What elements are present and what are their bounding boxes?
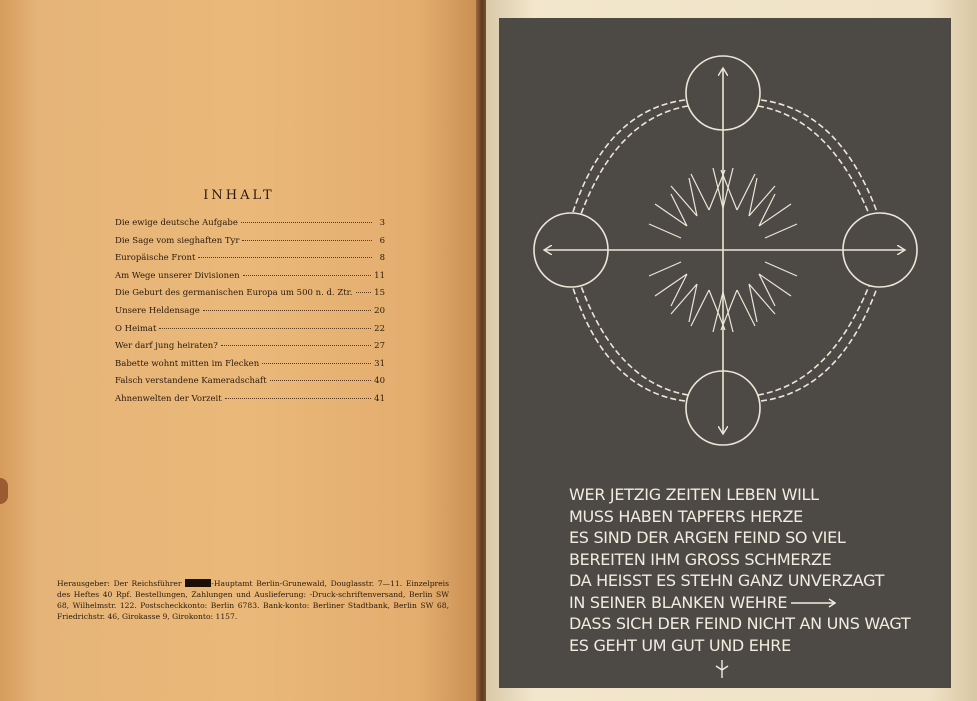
poem-line-text: IN SEINER BLANKEN WEHRE [569,592,788,612]
toc-entry [115,394,385,412]
publisher-imprint [57,578,449,623]
toc-entry-title: Am Wege unserer Divisionen [115,270,240,281]
toc-entry-page: 6 [379,235,385,246]
toc-dot-leader [203,310,371,311]
toc-entry [115,359,385,377]
toc-entry-page: 3 [379,218,385,228]
left-page [0,0,478,701]
toc-dot-leader [262,363,371,364]
toc-dot-leader [241,222,372,223]
toc-dot-leader [221,345,371,346]
toc-entry-title: Unsere Heldensage [115,305,200,316]
rope-bottom-left-2 [573,288,685,401]
poem-line: ES SIND DER ARGEN FEIND SO VIEL [569,528,846,547]
toc-entry [115,288,385,306]
toc-entry [115,253,385,271]
toc-dot-leader [243,275,372,276]
toc-entry [115,236,385,254]
toc-entry [115,376,385,394]
thumb-edge [0,478,8,504]
toc-heading: INHALT [203,188,275,203]
rope-bottom-right-2 [761,288,877,401]
toc-entry-title: Die Geburt des germanischen Europa um 500 n. d. Ztr. [115,288,353,299]
poem-line: ES GEHT UM GUT UND EHRE [569,635,791,655]
redaction-bar [185,579,211,587]
toc-entry-title: Die Sage vom sieghaften Tyr [115,235,240,246]
toc-entry-page: 27 [374,341,385,352]
toc-entry-title: Ahnenwelten der Vorzeit [115,393,222,404]
toc-entry-page: 22 [374,323,385,334]
rune-signature-icon [712,658,732,680]
toc-entry-title: O Heimat [115,323,157,334]
toc-entry [115,324,385,342]
toc-entry [115,271,385,289]
toc-entry-page: 41 [374,393,385,404]
toc-entry [115,341,385,359]
imprint-text-start: Herausgeber: Der Reichsführer [57,578,182,588]
toc-dot-leader [270,380,372,381]
toc-dot-leader [242,240,372,241]
imprint-text-rest: -Hauptamt Berlin-Grunewald, Douglasstr. 7—11. Einzelpreis des Heftes 40 Rpf. Bestellungen, Zahlungen und Auslieferung: -Druck-schriftenversand, Berlin SW 68, Wilhelmstr. 122. Postscheckkonto: Berlin 6783. Bank-konto: Berliner Stadtbank, Berlin SW 68, Friedrichstr. 46, Girokasse 9, Girokonto: 1157. [57,578,449,622]
toc-entry-page: 31 [374,358,385,369]
table-of-contents [115,218,385,412]
toc-dot-leader [356,292,372,293]
toc-entry-title: Die ewige deutsche Aufgabe [115,218,238,228]
toc-entry [115,306,385,324]
toc-dot-leader [159,328,371,329]
toc-entry-title: Wer darf jung heiraten? [115,341,218,352]
toc-entry-page: 8 [379,253,385,264]
rope-top-left-2 [573,100,685,212]
toc-entry-title: Falsch verstandene Kameradschaft [115,376,267,387]
toc-entry-page: 11 [374,270,385,281]
poem-line: WER JETZIG ZEITEN LEBEN WILL [569,485,819,504]
toc-entry-page: 15 [374,288,385,299]
toc-dot-leader [198,257,372,258]
toc-entry-title: Babette wohnt mitten im Flecken [115,358,260,369]
poem-line [569,592,929,614]
toc-entry-title: Europäische Front [115,253,196,264]
poem-line: BEREITEN IHM GROSS SCHMERZE [569,549,832,569]
toc-entry [115,218,385,236]
toc-entry-page: 20 [374,305,385,316]
long-arrow-icon [791,598,837,608]
rope-bottom-right [758,286,869,395]
poem-line: DASS SICH DER FEIND NICHT AN UNS WAGT [569,614,911,633]
toc-dot-leader [225,398,372,399]
poem-line: DA HEISST ES STEHN GANZ UNVERZAGT [569,571,885,590]
rope-top-right [758,106,869,214]
toc-entry-page: 40 [374,376,385,387]
poem-verse [569,484,929,656]
sun-wheel-emblem [499,18,951,458]
poem-line: MUSS HABEN TAPFERS HERZE [569,506,803,526]
